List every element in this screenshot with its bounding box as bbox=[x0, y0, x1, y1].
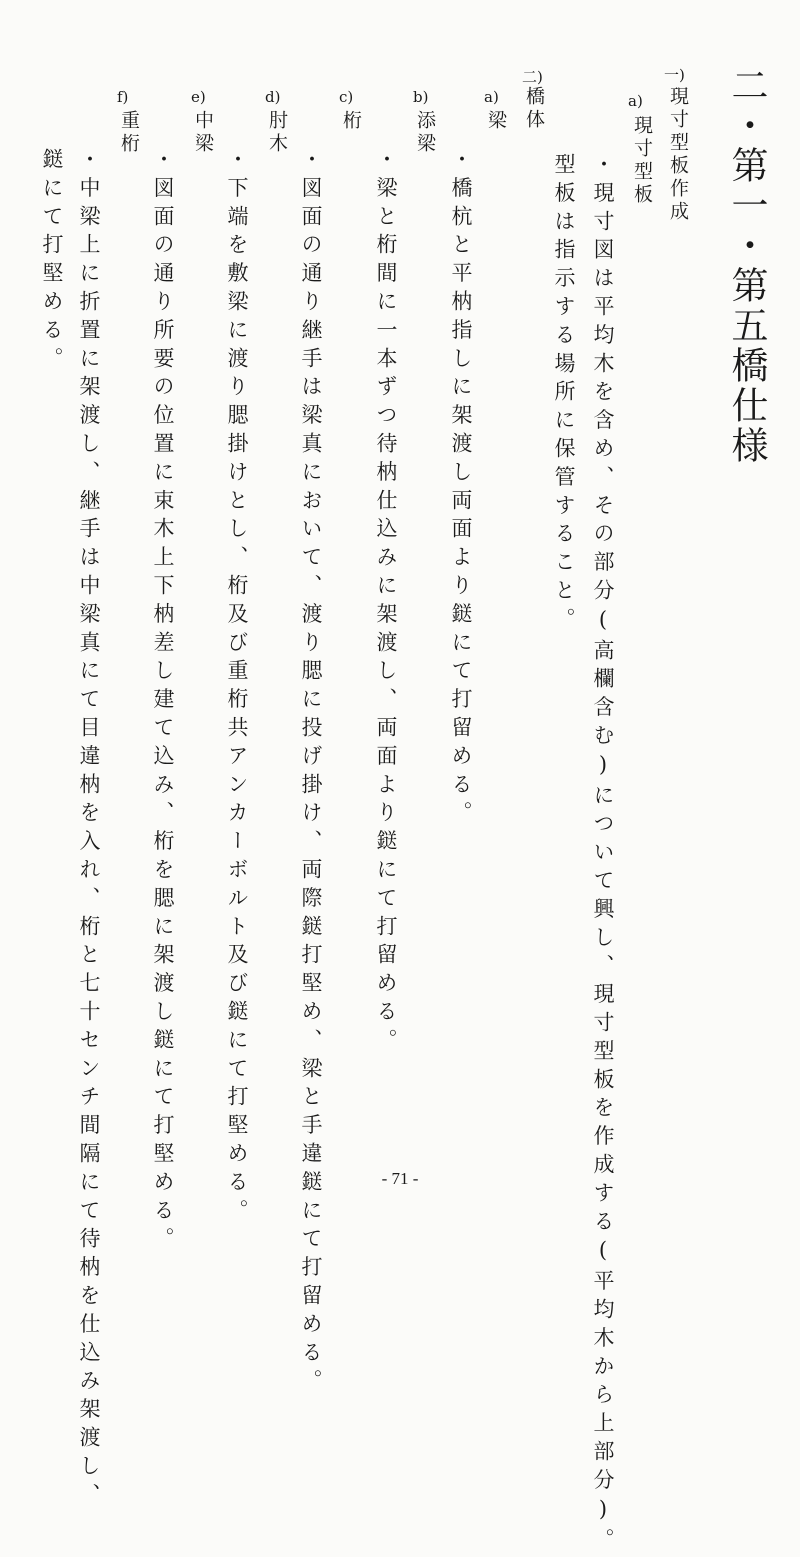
item-a-line-1: ・橋杭と平枘指しに架渡し両面より鎹にて打留める。 bbox=[449, 148, 473, 830]
page-number: - 71 - bbox=[381, 1169, 419, 1188]
item-b-line-1: ・梁と桁間に一本ずつ待枘仕込みに架渡し、両面より鎹にて打留める。 bbox=[374, 148, 398, 1057]
s1-line-1: ・現寸図は平均木を含め、その部分(高欄含む)について興し、現寸型板を作成する(平均木から上部分)。 bbox=[591, 153, 615, 1557]
section-1-marker: 一) bbox=[664, 66, 685, 84]
item-d-line-1: ・下端を敷梁に渡り腮掛けとし、桁及び重桁共アンカーボルト及び鎹にて打堅める。 bbox=[225, 148, 249, 1228]
item-f-label: 重桁 bbox=[118, 110, 140, 156]
item-a-marker: a) bbox=[484, 88, 499, 106]
sub-a-marker: a) bbox=[628, 92, 643, 110]
item-e-line-1: ・図面の通り所要の位置に束木上下枘差し建て込み、桁を腮に架渡し鎹にて打堅める。 bbox=[151, 148, 175, 1256]
sub-a-heading: 現寸型板 bbox=[631, 115, 653, 207]
item-f-line-1: ・中梁上に折置に架渡し、継手は中梁真にて目違枘を入れ、桁と七十センチ間隔にて待枘を仕込み架渡し、 bbox=[77, 148, 101, 1512]
item-d-label: 肘木 bbox=[266, 110, 288, 156]
item-f-line-2: 鎹にて打堅める。 bbox=[40, 148, 64, 376]
item-c-marker: c) bbox=[339, 88, 354, 106]
s1-line-2: 型板は指示する場所に保管すること。 bbox=[552, 153, 576, 636]
section-2-marker: 二) bbox=[522, 68, 543, 86]
item-c-label: 桁 bbox=[340, 110, 362, 133]
item-b-label: 添梁 bbox=[414, 110, 436, 156]
page-title: 二・第一・第五橋仕様 bbox=[725, 66, 768, 466]
item-f-marker: f) bbox=[117, 88, 129, 106]
item-a-label: 梁 bbox=[485, 110, 507, 133]
section-2-heading: 橋体 bbox=[523, 86, 545, 132]
item-c-line-1: ・図面の通り継手は梁真において、渡り腮に投げ掛け、両際鎹打堅め、梁と手違鎹にて打留める。 bbox=[299, 148, 323, 1398]
item-e-marker: e) bbox=[191, 88, 206, 106]
item-e-label: 中梁 bbox=[192, 110, 214, 156]
item-b-marker: b) bbox=[413, 88, 429, 106]
section-1-heading: 現寸型板作成 bbox=[667, 86, 689, 224]
item-d-marker: d) bbox=[265, 88, 281, 106]
